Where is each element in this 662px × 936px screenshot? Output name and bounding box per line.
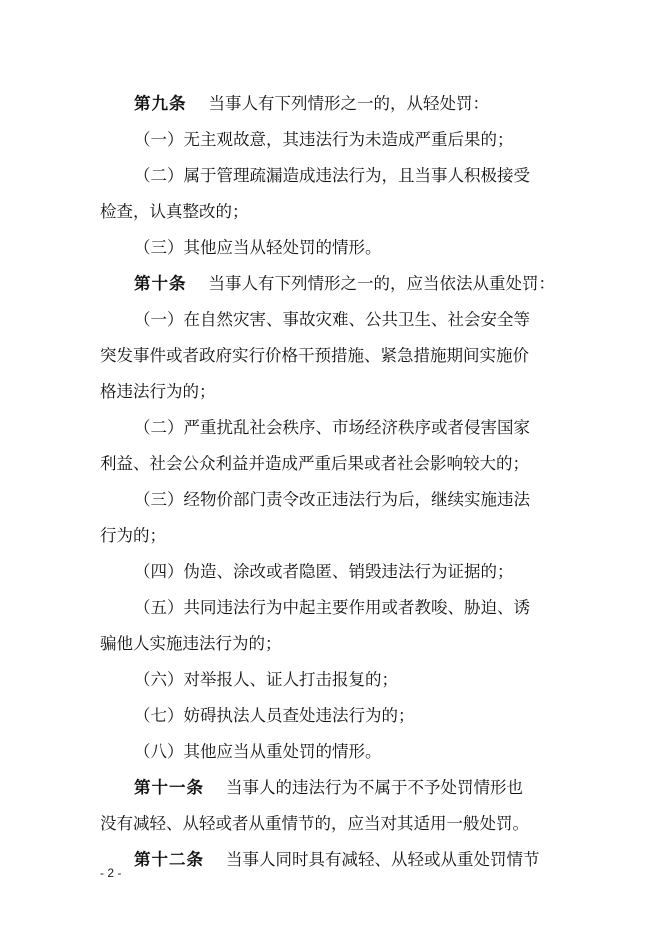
line-text: （二）属于管理疏漏造成违法行为，且当事人积极接受 [134,166,530,185]
line-text: 没有减轻、从轻或者从重情节的，应当对其适用一般处罚。 [100,814,529,833]
article-10-heading-line [100,266,562,302]
page-number: - 2 - [100,866,122,880]
paragraph-line [100,554,562,590]
paragraph-line [100,230,562,266]
line-text: 当事人同时具有减轻、从轻或从重处罚情节 [226,850,540,869]
article-9-heading-line [100,86,562,122]
line-text: 骗他人实施违法行为的； [100,634,282,653]
line-text: （二）严重扰乱社会秩序、市场经济秩序或者侵害国家 [134,418,530,437]
line-text: （一）无主观故意，其违法行为未造成严重后果的； [134,130,514,149]
line-text: 当事人的违法行为不属于不予处罚情形也 [226,778,523,797]
line-text: （六）对举报人、证人打击报复的； [134,670,398,689]
paragraph-line [100,338,562,374]
line-text: 突发事件或者政府实行价格干预措施、紧急措施期间实施价 [100,346,529,365]
paragraph-line [100,698,562,734]
paragraph-line [100,122,562,158]
paragraph-line [100,734,562,770]
article-11-heading-line [100,770,562,806]
paragraph-line [100,662,562,698]
line-text: （五）共同违法行为中起主要作用或者教唆、胁迫、诱 [134,598,530,617]
paragraph-line [100,158,562,194]
paragraph-line [100,518,562,554]
line-text: （四）伪造、涂改或者隐匿、销毁违法行为证据的； [134,562,514,581]
line-text: （七）妨碍执法人员查处违法行为的； [134,706,415,725]
paragraph-line [100,446,562,482]
line-text: （三）其他应当从轻处罚的情形。 [134,238,382,257]
paragraph-line [100,410,562,446]
line-text: 行为的； [100,526,166,545]
line-text: 利益、社会公众利益并造成严重后果或者社会影响较大的； [100,454,529,473]
document-body [100,86,562,878]
line-text: 当事人有下列情形之一的，从轻处罚： [208,94,489,113]
paragraph-line [100,194,562,230]
article-heading: 第十二条 [134,850,204,869]
article-heading: 第九条 [134,94,187,113]
paragraph-line [100,482,562,518]
article-12-heading-line [100,842,562,878]
paragraph-line [100,374,562,410]
line-text: 检查，认真整改的； [100,202,249,221]
paragraph-line [100,626,562,662]
line-text: 格违法行为的； [100,382,216,401]
line-text: （八）其他应当从重处罚的情形。 [134,742,382,761]
article-heading: 第十条 [134,274,187,293]
line-text: 当事人有下列情形之一的，应当依法从重处罚： [208,274,555,293]
paragraph-line [100,590,562,626]
article-heading: 第十一条 [134,778,204,797]
paragraph-line [100,806,562,842]
paragraph-line [100,302,562,338]
line-text: （一）在自然灾害、事故灾难、公共卫生、社会安全等 [134,310,530,329]
line-text: （三）经物价部门责令改正违法行为后，继续实施违法 [134,490,530,509]
